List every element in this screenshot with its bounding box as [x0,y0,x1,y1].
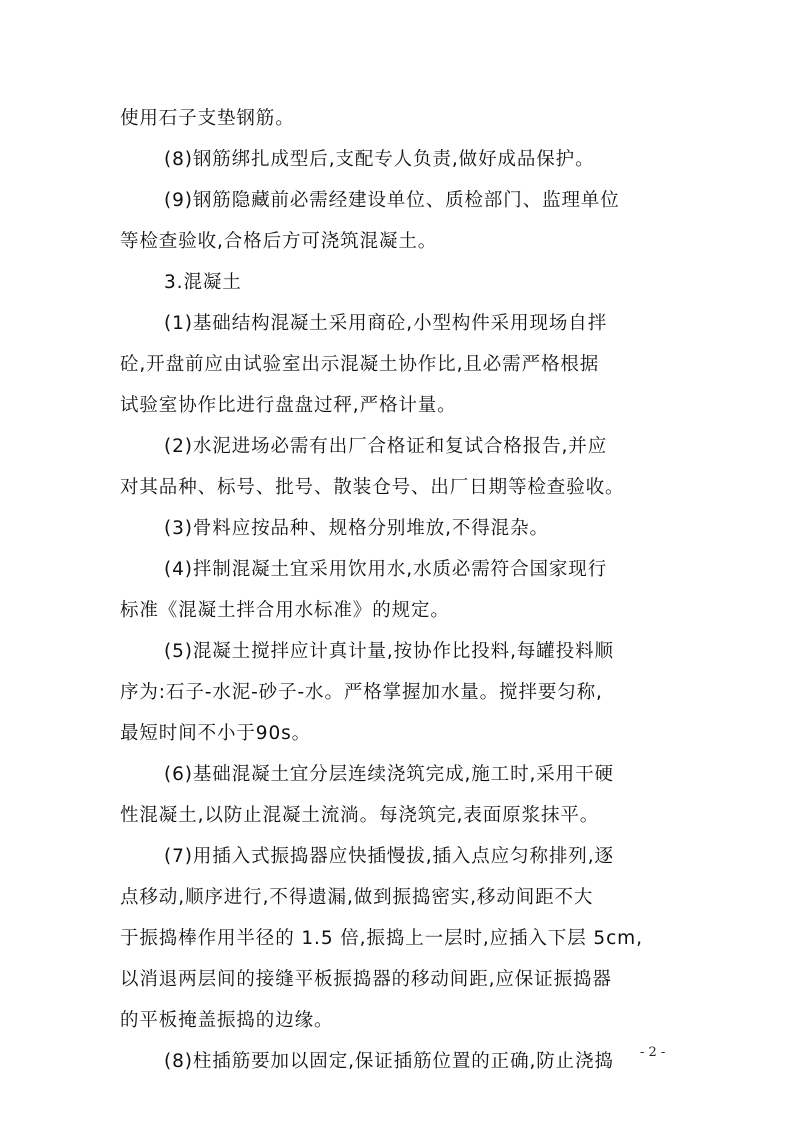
document-body [120,98,678,1082]
text-line: 试验室协作比进行盘盘过秤,严格计量。 [120,395,457,416]
text-line: 性混凝土,以防止混凝土流淌。每浇筑完,表面原浆抹平。 [120,805,600,826]
text-line: (2)水泥进场必需有出厂合格证和复试合格报告,并应 [164,436,608,457]
text-line: (6)基础混凝土宜分层连续浇筑完成,施工时,采用干硬 [164,764,614,785]
text-line: (3)骨料应按品种、规格分别堆放,不得混杂。 [164,518,549,539]
text-line: 以消退两层间的接缝平板振捣器的移动间距,应保证振捣器 [120,969,612,990]
text-line: 标准《混凝土拌合用水标准》的规定。 [120,600,450,621]
text-line: (4)拌制混凝土宜采用饮用水,水质必需符合国家现行 [164,559,608,580]
text-line: 序为:石子-水泥-砂子-水。严格掌握加水量。搅拌要匀称, [120,682,603,703]
text-line: 于振捣棒作用半径的 1.5 倍,振捣上一层时,应插入下层 5cm, [120,928,643,949]
section-heading: 3.混凝土 [164,272,242,293]
text-line: 砼,开盘前应由试验室出示混凝土协作比,且必需严格根据 [120,354,600,375]
text-line: (8)柱插筋要加以固定,保证插筋位置的正确,防止浇捣 [164,1051,614,1072]
page-number: - 2 - [640,1045,666,1060]
text-line: 点移动,顺序进行,不得遗漏,做到振捣密实,移动间距不大 [120,887,594,908]
text-line: 的平板掩盖振捣的边缘。 [120,1010,334,1031]
text-line: (8)钢筋绑扎成型后,支配专人负责,做好成品保护。 [164,149,595,170]
text-line: 最短时间不小于90s。 [120,723,312,744]
text-line: (5)混凝土搅拌应计真计量,按协作比投料,每罐投料顺 [164,641,614,662]
text-line: 对其品种、标号、批号、散装仓号、出厂日期等检查验收。 [120,477,625,498]
text-line: 等检查验收,合格后方可浇筑混凝土。 [120,231,438,252]
text-line: 使用石子支垫钢筋。 [120,108,295,129]
text-line: (1)基础结构混凝土采用商砼,小型构件采用现场自拌 [164,313,608,334]
text-line: (9)钢筋隐藏前必需经建设单位、质检部门、监理单位 [164,190,620,211]
text-line: (7)用插入式振捣器应快插慢拔,插入点应匀称排列,逐 [164,846,614,867]
